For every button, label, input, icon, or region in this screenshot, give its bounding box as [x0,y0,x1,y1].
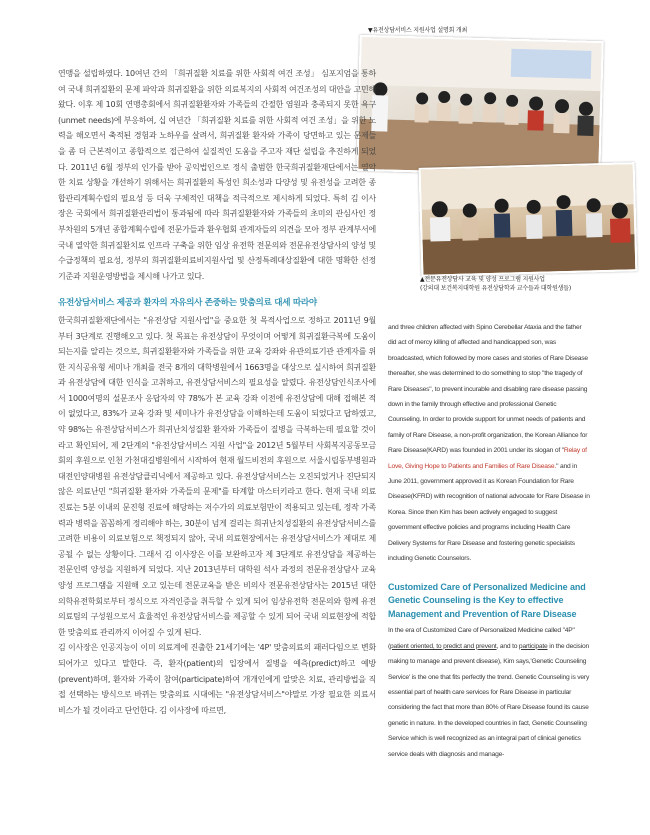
seminar-photo [356,35,603,177]
english-paragraph-2-mid: , and to [496,642,519,650]
photo-caption-bottom-line1: ▲전문유전상담사 교육 및 양성 프로그램 지원사업 [420,276,545,283]
english-paragraph-1-start: and three children affected with Spino Cerebellar Ataxia and the father did act of mercy killing of affected and handicapped son, was broadcasted, which followed by more cases and stories of Rare Disease thereafter, she was determined to do something to stop "the tragedy of Rare Diseases", to prevent incurable and disabling rare disease passing down in the family through effective and professional Genetic Counseling. In order to provide support for unmet needs of patients and family of Rare Disease, a non-profit organization, the Korean Alliance for Rare Disease(KARD) was founded in 2001 under its slogan of " [388,324,588,455]
underlined-predict-prevent: patient oriented, to predict and prevent [390,642,497,650]
english-paragraph-2-start: In the era of Customized Care of Personalized Medicine called "4P" ( [388,627,575,650]
korean-section-heading: 유전상담서비스 제공과 환자의 자유의사 존중하는 맞춤의료 대세 따라야 [58,298,317,309]
english-section-heading: Customized Care of Personalized Medicine and Genetic Counseling is the Key to effective Management and Prevention of Rare Disease [388,581,586,619]
photo-caption-bottom-line2: (강의대 보건복지대학원 유전상담학과 교수들과 대학원생들) [420,285,572,292]
korean-column [58,66,376,718]
photo-caption-top: ▼유전상담서비스 지원사업 설명회 개최 [368,27,468,34]
seminar-photo-illustration [358,37,601,175]
english-paragraph-2-end: in the decision making to manage and prevent disease), Kim says,'Genetic Counseling Service' is the one that fits perfectly the trend. Genetic Counseling is very essential part of health care services for Rare Disease in particular considering the fact that more than 80% of Rare Disease found its cause genetic in nature. In the developed countries in fact, Genetic Counseling Service which is well recognized as an integral part of clinical genetics service deals with diagnosis and manage- [388,642,590,758]
korean-paragraph-1: 연맹을 설립하였다. 10여년 간의 「희귀질환 치료를 위한 사회적 여건 조성」 심포지엄을 통하여 국내 희귀질환의 문제 파악과 희귀질환을 위한 의료복지의 사회적 여건조성의 대안을 고민해왔다. 이후 제 10회 연맹총회에서 희귀질환환자와 가족들의 간절한 염원과 충족되지 못한 욕구(unmet needs)에 부응하여, 십 여년간 「희귀질환 치료를 위한 사회적 여건 조성」을 위한 노력을 해오면서 축적된 경험과 노하우를 살려서, 희귀질환 환자와 가족이 당면하고 있는 문제들을 좀 더 근본적이고 종합적으로 접근하여 실질적인 도움을 주고자 재단 설립을 추진하게 되었다. 2011년 6월 정부의 인가를 받아 공익법인으로 정식 출범한 한국희귀질환재단에서는 열악한 치료 상황을 개선하기 위해서는 희귀질환의 특성인 희소성과 다양성 및 유전성을 고려한 종합관리계획수립의 필요성 등 더욱 구체적인 대책을 적극적으로 제시하게 되었다. 특히 김 이사장은 국회에서 희귀질환관리법이 통과됨에 따라 희귀질환환자와 가족들의 초미의 관심사인 정부차원의 5개년 종합계획수립에 전문가들과 환우협회 관계자들의 의견을 모아 정부 관계부서에 국내 열악한 희귀질환치료 인프라 구축을 위한 임상 유전학 전문의와 전문유전상담사의 양성 및 수급정책의 필요성, 정부의 희귀질환의료비지원사업 및 산정특례대상질환에 대한 명확한 선정기준과 지원운영방법을 제시해 나가고 있다. [58,69,376,281]
underlined-participate: participate [518,642,548,650]
korean-paragraph-2: 한국희귀질환재단에서는 "유전상담 지원사업"을 중요한 첫 목적사업으로 정하고 2011년 9월부터 3단계로 진행해오고 있다. 첫 목표는 유전상담이 무엇이며 어떻게 희귀질환극복에 도움이 되는지를 알리는 것으로, 희귀질환환자와 가족들을 위한 교육 강좌와 유관의료기관 관계자를 위한 지식공유형 세미나 개최를 전국 8개의 대학병원에서 1663명을 대상으로 실시하여 희귀질환과 유전상담에 대한 인식을 고취하고, 유전상담서비스의 필요성을 알렸다. 유전상담인식조사에서 1000여명의 설문조사 응답자의 약 78%가 본 교육 강좌 이전에 유전상담에 대해 접해본 적이 없었다고, 83%가 교육 강좌 및 세미나가 유전상담을 이해하는데 도움이 되었다고 답하였고, 약 98%는 유전상담서비스가 희귀난치성질환 환자와 가족들이 질병을 극복하는데 필요할 것이라고 확인되어, 제 2단계의 "유전상담서비스 지원 사업"을 2012년 5월부터 사회복지공동모금회의 후원으로 인천 가천대길병원에서 시작하여 현재 월드비전의 후원으로 서울시립동부병원과 대전인양대병원 유전상담클리닉에서 제공하고 있다. 유전상담서비스는 오진되었거나 진단되지 않은 의료난민 "희귀질환 환자와 가족들의 문제"를 타계할 마스터키라고 한다. 현재 국내 의료진료는 5분 이내의 문진형 진료에 해당하는 저수가의 의료보험만이 적용되고 있는데, 정작 가족력과 병력을 꼼꼼하게 정리해야 하는, 30분이 넘게 걸리는 희귀난치성질환의 유전상담서비스를 고려한 비용이 의료보험으로 책정되지 않아, 국내 의료현장에서는 유전상담서비스가 제대로 제공될 수 없는 상황이다. 그래서 김 이사장은 이를 보완하고자 제 3단계로 유전상담을 제공하는 전문인력 양성을 지원하게 되었다. 지난 2013년부터 대학원 석사 과정의 전문유전상담사 교육 양성 프로그램을 지원해 오고 있는데 전문교육을 받은 비의사 전문유전상담사는 2015년 대한의학유전학회로부터 정식으로 자격인증을 취득할 수 있게 되어 임상유전학 전문의와 함께 유전의료팀의 구성원으로서 효율적인 유전상담서비스를 제공할 수 있게 되어 국내 의료현장에 적합한 맞춤의료 관리까지 이어질 수 있게 된다. [58,315,376,637]
photo-caption-bottom [420,275,630,293]
english-paragraph-1 [388,320,590,567]
training-photo-illustration [421,164,636,275]
english-column [388,320,590,762]
english-paragraph-1-end: " and in June 2011, government approved it as Korean Foundation for Rare Disease(KFRD) with recognition of national advocate for Rare Disease in Korea. Since then Kim has been actively engaged to suggest government effective policies and programs including Health Care Delivery Systems for Rare Disease and fostering genetic specialists including Genetic Counselors. [388,462,590,563]
korean-paragraph-3: 김 이사장은 인공지능이 이미 의료계에 진출한 21세기에는 '4P' 맞춤의료의 패러다임으로 변화되어가고 있다고 말한다. 즉, 환자(patient)의 입장에서 질병을 예측(predict)하고 예방(prevent)하며, 환자와 가족이 참여(participate)하여 개개인에게 알맞은 치료, 관리방법을 직접 선택하는 방식으로 바뀌는 맞춤의료 시대에는 "유전상담서비스"야말로 가장 필요한 의료서비스가 될 것이라고 단언한다. 김 이사장에 따르면, [58,643,376,715]
kard-slogan: Relay of Love, Giving Hope to Patients and Families of Rare Disease. [388,447,587,470]
training-photo [419,162,638,277]
english-paragraph-2 [388,623,590,762]
